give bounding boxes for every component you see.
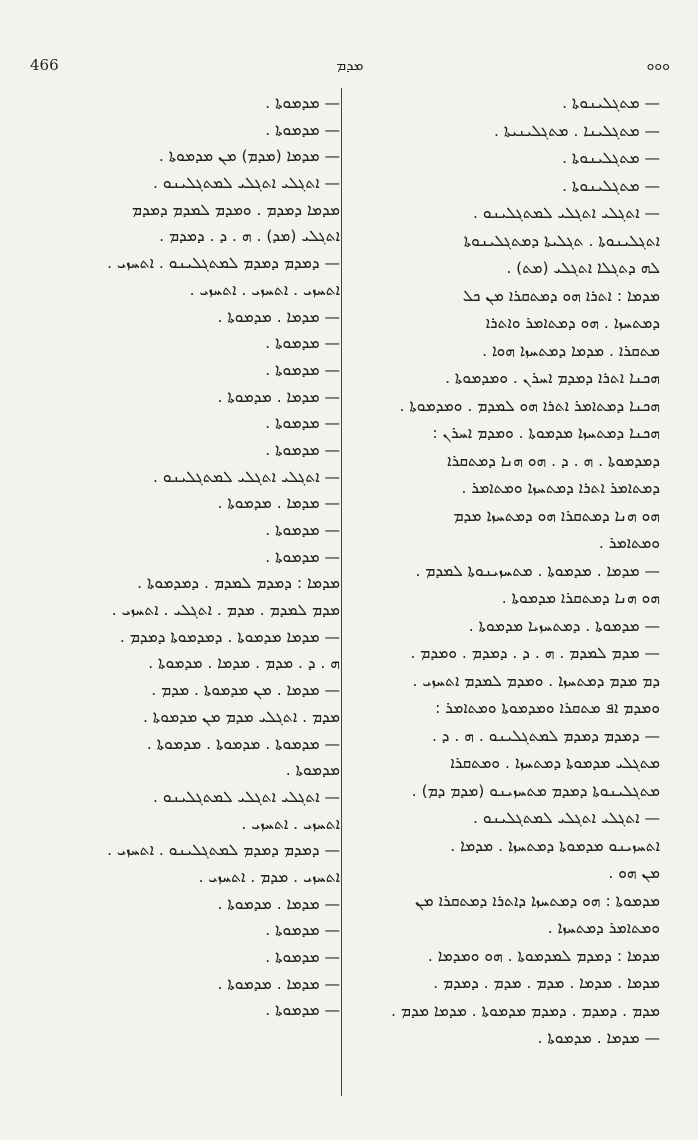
text-line: ܡܕܡ . ܕܡܕܡ . ܕܡܕܡ ܡܕܡܘܬܐ . ܡܕܡܐ ܡܕܡ . <box>391 1001 660 1020</box>
text-line: — ܡܕܡܘܬܐ . <box>265 948 340 966</box>
text-line: — ܕܡܕܡ ܕܡܕܡ ܠܡܬܓܠܝܢܘ . ܗ . ܕ . <box>431 726 660 745</box>
text-line: — ܡܬܓܠܝܢܐ . ܡܬܓܠܝܢܝܬܐ . <box>494 121 660 140</box>
text-line: — ܡܕܡܘܬܐ . <box>265 547 340 566</box>
text-line: ܐܬܚܙܝ . ܡܕܡ . ܐܬܚܙܝ . <box>198 867 340 886</box>
column-divider <box>341 88 342 1096</box>
text-line: — ܐܬܓܠܝ ܐܬܓܠܝ ܠܡܬܓܠܝܢܘ . <box>153 174 340 193</box>
running-title: ܡܕܡ <box>336 56 364 74</box>
text-line: — ܡܕܡܐ . ܡܕܡܘܬܐ . <box>217 387 340 406</box>
left-column <box>40 90 340 1024</box>
text-line: ܗ . ܕ . ܡܕܡ . ܡܕܡܐ . ܡܕܡܘܬܐ . <box>148 654 340 673</box>
text-line: — ܡܕܡܐ . ܡܕܡܘܬܐ . <box>217 974 340 993</box>
text-line: ܡܕܡ ܠܡܕܡ . ܡܕܡ . ܐܬܓܠܝ . ܐܬܚܙܝ . <box>111 601 340 620</box>
text-line: — ܡܬܓܠܝܢܘܬܐ . <box>562 94 660 112</box>
text-line: — ܡܕܡܘܬܐ . ܕܡܬܚܙܝܐ ܡܕܡܘܬܐ . <box>468 616 660 635</box>
text-line: ܡܢ ܗܘ . <box>608 864 660 882</box>
page-header <box>30 56 670 80</box>
text-line: ܗܟܢܐ ܕܡܬܚܙܐ ܡܕܡܘܬܐ . ܘܡܕܡ ܐܚܪܢ : <box>432 424 660 442</box>
text-line: ܐܬܚܙܝ . ܐܬܚܙܝ . <box>241 814 340 833</box>
text-line: — ܐܬܓܠܝ ܐܬܓܠܝ ܠܡܬܓܠܝܢܘ . <box>473 204 660 222</box>
right-column <box>360 90 660 1053</box>
text-line: ܡܕܡܐ . ܡܕܡܐ . ܡܕܡ . ܡܕܡ . ܕܡܕܡ . <box>433 974 660 992</box>
text-line: ܗܘ ܗܢܐ ܕܡܬܩܪܐ ܗܘ ܕܡܬܚܙܐ ܡܕܡ <box>453 506 660 525</box>
text-line: ܐܬܓܠܝ (ܡܕ) . ܗ . ܕ . ܕܡܕܡ . <box>159 227 340 246</box>
text-line: ܠܗ ܕܬܓܠܐ ܐܬܓܠܝ (ܡܬ) . <box>506 259 660 277</box>
text-line: — ܡܕܡܘܬܐ . <box>265 360 340 379</box>
text-line: — ܕܡܕܡ ܕܡܕܡ ܠܡܬܓܠܝܢܘ . ܐܬܚܙܝ . <box>107 254 340 273</box>
text-line: — ܡܕܡܘܬܐ . <box>265 440 340 459</box>
text-line: ܡܕܡܐ : ܕܡܕܡ ܠܡܕܡܘܬܐ . ܗܘ ܘܡܕܡܐ . <box>427 946 660 965</box>
text-line: ܡܕܡܐ : ܐܬܪܐ ܗܘ ܕܡܬܩܪܐ ܡܢ ܟܠ <box>462 286 660 305</box>
text-line: ܡܕܡܐ ܕܡܕܡ . ܘܡܕܡ ܠܡܕܡ ܕܡܕܡ <box>131 200 340 219</box>
text-line: ܡܕܡܐ : ܕܡܕܡ ܠܡܕܡ . ܕܡܕܡܘܬܐ . <box>137 574 340 593</box>
text-line: ܘܡܬܐܡܪ ܕܡܬܚܙܐ . <box>547 919 660 937</box>
text-line: — ܡܕܡܐ . ܡܕܡܘܬܐ . <box>217 494 340 513</box>
text-line: ܐܬܓܠܝܢܘܬܐ . ܬܓܠܝܬܐ ܕܡܬܓܠܝܢܘܬܐ <box>463 231 660 250</box>
text-line: — ܡܕܡܘܬܐ . <box>265 921 340 940</box>
text-line: ܡܬܩܪܐ . ܡܕܡܐ ܕܡܬܚܙܐ ܗܘܐ . <box>482 341 660 360</box>
folio-mark: ܘܘܘ <box>646 58 670 74</box>
text-line: — ܡܕܡܐ . ܡܕܡܘܬܐ . <box>217 894 340 913</box>
text-line: ܗܟܢܐ ܐܬܪܐ ܕܡܕܡ ܐܚܪܢ . ܘܡܕܡܘܬܐ . <box>445 369 660 387</box>
text-line: — ܕܡܕܡ ܕܡܕܡ ܠܡܬܓܠܝܢܘ . ܐܬܚܙܝ . <box>107 841 340 860</box>
text-line: ܡܕܡܘܬܐ . <box>285 761 340 780</box>
text-line: — ܡܕܡܐ . ܡܕܡܘܬܐ . ܡܬܚܙܝܢܘܬܐ ܠܡܕܡ . <box>415 561 660 580</box>
text-line: ܘܡܬܐܡܪ . <box>598 534 660 552</box>
text-line: ܡܕܡ . ܐܬܓܠܝ ܡܕܡ ܡܢ ܡܕܡܘܬܐ . <box>142 707 340 726</box>
text-line: — ܐܬܓܠܝ ܐܬܓܠܝ ܠܡܬܓܠܝܢܘ . <box>153 787 340 806</box>
text-line: ܕܡܬܐܡܪ ܐܬܪܐ ܕܡܬܚܙܐ ܘܡܬܐܡܪ . <box>461 479 660 497</box>
text-line: — ܡܕܡܐ ܡܕܡܘܬܐ . ܕܡܕܡܘܬܐ ܕܡܕܡ . <box>119 627 340 646</box>
text-line: ܡܬܓܠܝ ܡܕܡܘܬܐ ܕܡܬܚܙܐ . ܘܡܬܩܪܐ <box>450 754 660 772</box>
text-line: ܗܟܢܐ ܕܡܬܐܡܪ ܐܬܪܐ ܗܘ ܠܡܕܡ . ܘܡܕܡܘܬܐ . <box>399 396 660 415</box>
text-line: — ܐܬܓܠܝ ܐܬܓܠܝ ܠܡܬܓܠܝܢܘ . <box>473 809 660 827</box>
text-line: — ܡܕܡܐ . ܡܕܡܘܬܐ . <box>217 307 340 326</box>
text-line: — ܡܕܡܐ . ܡܕܡܘܬܐ . <box>537 1029 660 1047</box>
text-line: ܡܕܡܘܬܐ : ܗܘ ܕܡܬܚܙܐ ܕܐܬܪܐ ܕܡܬܩܪܐ ܡܢ <box>415 891 660 910</box>
text-line: ܕܡ ܡܕܡ ܕܡܬܚܙܐ . ܘܡܕܡ ܠܡܕܡ ܐܬܚܙܝ . <box>412 671 660 690</box>
text-line: — ܐܬܓܠܝ ܐܬܓܠܝ ܠܡܬܓܠܝܢܘ . <box>153 467 340 486</box>
text-line: — ܡܕܡܘܬܐ . <box>265 521 340 539</box>
text-line: — ܡܕܡܘܬܐ . <box>265 414 340 433</box>
text-line: — ܡܬܓܠܝܢܘܬܐ . <box>562 149 660 167</box>
text-line: — ܡܕܡ ܠܡܕܡ . ܗ . ܕ . ܕܡܕܡ . ܘܡܕܡ . <box>410 644 660 662</box>
text-line: — ܡܕܡܘܬܐ . <box>265 334 340 353</box>
text-line: — ܡܕܡܐ (ܡܕܡ) ܡܢ ܡܕܡܘܬܐ . <box>158 147 340 166</box>
text-line: ܐܬܚܙܝ . ܐܬܚܙܝ . ܐܬܚܙܝ . <box>189 280 340 299</box>
text-line: ܗܘ ܗܢܐ ܕܡܬܩܪܐ ܡܕܡܘܬܐ . <box>501 589 660 607</box>
text-line: — ܡܬܓܠܝܢܘܬܐ . <box>562 176 660 195</box>
text-line: — ܡܕܡܐ . ܡܢ ܡܕܡܘܬܐ . ܡܕܡ . <box>151 681 340 700</box>
text-line: — ܡܕܡܘܬܐ . <box>265 94 340 112</box>
page-number: 466 <box>30 56 59 74</box>
text-line: ܡܬܓܠܝܢܘܬܐ ܕܡܕܡ ܡܬܚܙܝܢܘ (ܡܕܡ ܕܡ) . <box>411 781 660 800</box>
text-line: ܘܡܕܡ ܐܦ ܡܬܩܪܐ ܘܡܕܡܘܬܐ ܘܡܬܐܡܪ : <box>435 699 660 717</box>
text-line: ܐܬܚܙܝܢܘ ܡܕܡܘܬܐ ܕܡܬܚܙܐ . ܡܕܡܐ . <box>450 836 660 855</box>
text-line: — ܡܕܡܘܬܐ . <box>265 120 340 139</box>
text-line: ܕܡܕܡܘܬܐ . ܗ . ܕ . ܗܘ ܗܢܐ ܕܡܬܩܪܐ <box>447 451 660 470</box>
text-line: ܕܡܬܚܙܐ . ܗܘ ܕܡܬܐܡܪ ܘܐܬܪܐ <box>485 314 660 332</box>
text-line: — ܡܕܡܘܬܐ . <box>265 1001 340 1020</box>
text-line: — ܡܕܡܘܬܐ . ܡܕܡܘܬܐ . ܡܕܡܘܬܐ . <box>146 734 340 753</box>
